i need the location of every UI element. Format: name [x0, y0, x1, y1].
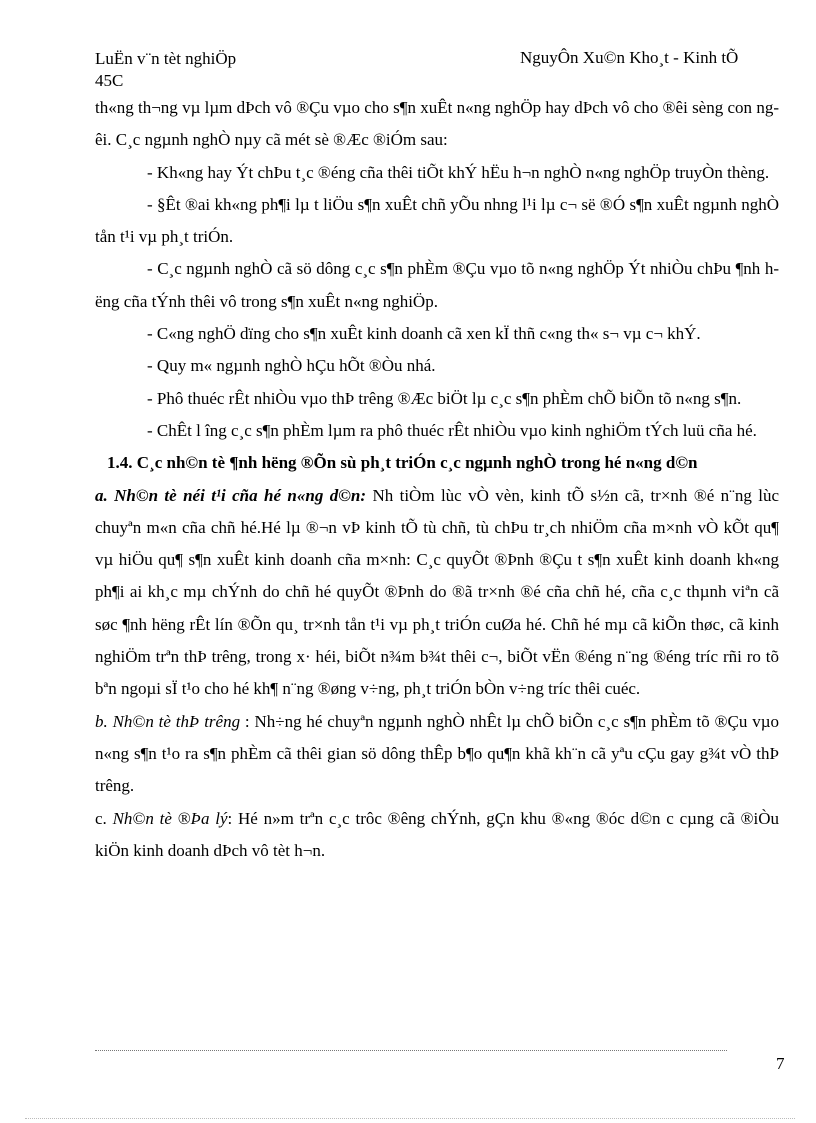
subheading-c: Nh©n tè ®Þa lý — [112, 808, 228, 828]
header-left — [95, 48, 236, 92]
thesis-label: LuËn v¨n tèt nghiÖp — [95, 49, 237, 68]
bullet-inputs: - C¸c ngµnh nghÒ cã sö dông c¸c s¶n phÈm ®Çu vµo tõ n«ng nghÖp Ýt nhiÒu chÞu ¶nh hëng cña tÝnh thêi vô trong s¶n xuÊt n«ng nghiÖp. — [95, 259, 779, 311]
bullet-market: - Phô thuéc rÊt nhiÒu vµo thÞ trêng ®Æc biÖt lµ c¸c s¶n phÈm chÕ biÕn tõ n«ng s¶n. — [147, 388, 742, 408]
subheading-b: b. Nh©n tè thÞ trêng — [95, 711, 241, 731]
bullet-land: - §Êt ®ai kh«ng ph¶i lµ t liÖu s¶n xuÊt chñ yÕu nhng l¹i lµ c¬ së ®Ó s¶n xuÊt ngµnh nghÒ tån t¹i vµ ph¸t triÓn. — [95, 194, 779, 247]
bullet-scale: - Quy m« ngµnh nghÒ hÇu hÕt ®Òu nhá. — [147, 356, 436, 376]
document-body — [95, 92, 779, 867]
paragraph-a-text: Nh tiÒm lùc vÒ vèn, kinh tÕ s½n cã, tr×nh ®é n¨ng lùc chuyªn m«n cña chñ hé.Hé lµ ®¬n vÞ kinh tÕ tù chñ, tù chÞu tr¸ch nhiÖm cña m×nh vÒ kÕt qu¶ vµ hiÖu qu¶ s¶n xuÊt kinh doanh cña m×nh: C¸c quyÕt ®Þnh ®Çu t s¶n xuÊt kinh doanh kh«ng ph¶i ai kh¸c mµ chÝnh do chñ hé quyÕt ®Þnh do ®ã tr×nh ®é cña chñ hé, cña c¸c thµnh viªn cã søc ¶nh hëng rÊt lín ®Õn qu¸ tr×nh tån t¹i vµ ph¸t triÓn cuØa hé. Chñ hé mµ cã kiÕn thøc, cã kinh nghiÖm trªn thÞ trêng, trong x· héi, biÕt n¾m b¾t thêi c¬, biÕt vËn ®éng n¨ng ®éng tríc rñi ro tõ bªn ngoµi sÏ t¹o cho hé kh¶ n¨ng ®øng v÷ng, ph¸t triÓn bÒn v÷ng tríc thêi cuéc. — [95, 485, 780, 699]
class-label: 45C — [95, 71, 124, 90]
subheading-c-prefix: c. — [95, 808, 113, 828]
paragraph-a — [95, 480, 779, 706]
paragraph-c — [95, 803, 779, 868]
section-heading-1-4: 1.4. C¸c nh©n tè ¶nh hëng ®Õn sù ph¸t triÓn c¸c ngµnh nghÒ trong hé n«ng d©n — [107, 453, 698, 473]
page-number: 7 — [776, 1054, 785, 1073]
bullet-quality: - ChÊt l îng c¸c s¶n phÈm lµm ra phô thuéc rÊt nhiÒu vµo kinh nghiÖm tÝch luü cña hé. — [147, 420, 757, 440]
paragraph-intro: th«ng th¬ng vµ lµm dÞch vô ®Çu vµo cho s¶n xuÊt n«ng nghÖp hay dÞch vô cho ®êi sèng con ngêi. C¸c ngµnh nghÒ nµy cã mét sè ®Æc ®iÓm sau: — [95, 98, 779, 150]
subheading-a: a. Nh©n tè néi t¹i cña hé n«ng d©n: — [95, 485, 367, 505]
bullet-weather: - Kh«ng hay Ýt chÞu t¸c ®éng cña thêi tiÕt khÝ hËu h¬n nghÒ n«ng nghÖp truyÒn thèng. — [147, 162, 770, 182]
paragraph-b-text: : Nh÷ng hé chuyªn ngµnh nghÒ nhÊt lµ chÕ biÕn c¸c s¶n phÈm tõ ®Çu vµo n«ng s¶n t¹o ra s¶n phÈm cã thêi gian sö dông thÊp b¶o qu¶n khã kh¨n cã yªu cÇu gay g¾t vÒ thÞ trêng. — [95, 711, 779, 796]
paragraph-b — [95, 706, 779, 803]
footer-divider — [95, 1050, 727, 1051]
paragraph-c-text: : Hé n»m trªn c¸c trôc ®êng chÝnh, gÇn khu ®«ng ®óc d©n c cµng cã ®iÒu kiÖn kinh doanh dÞch vô tèt h¬n. — [95, 808, 779, 860]
author-label: NguyÔn Xu©n Kho¸t - Kinh tÕ — [520, 48, 739, 67]
bullet-technology: - C«ng nghÖ dïng cho s¶n xuÊt kinh doanh cã xen kÏ thñ c«ng th« s¬ vµ c¬ khÝ. — [147, 324, 701, 344]
page-bottom-divider — [25, 1118, 795, 1119]
